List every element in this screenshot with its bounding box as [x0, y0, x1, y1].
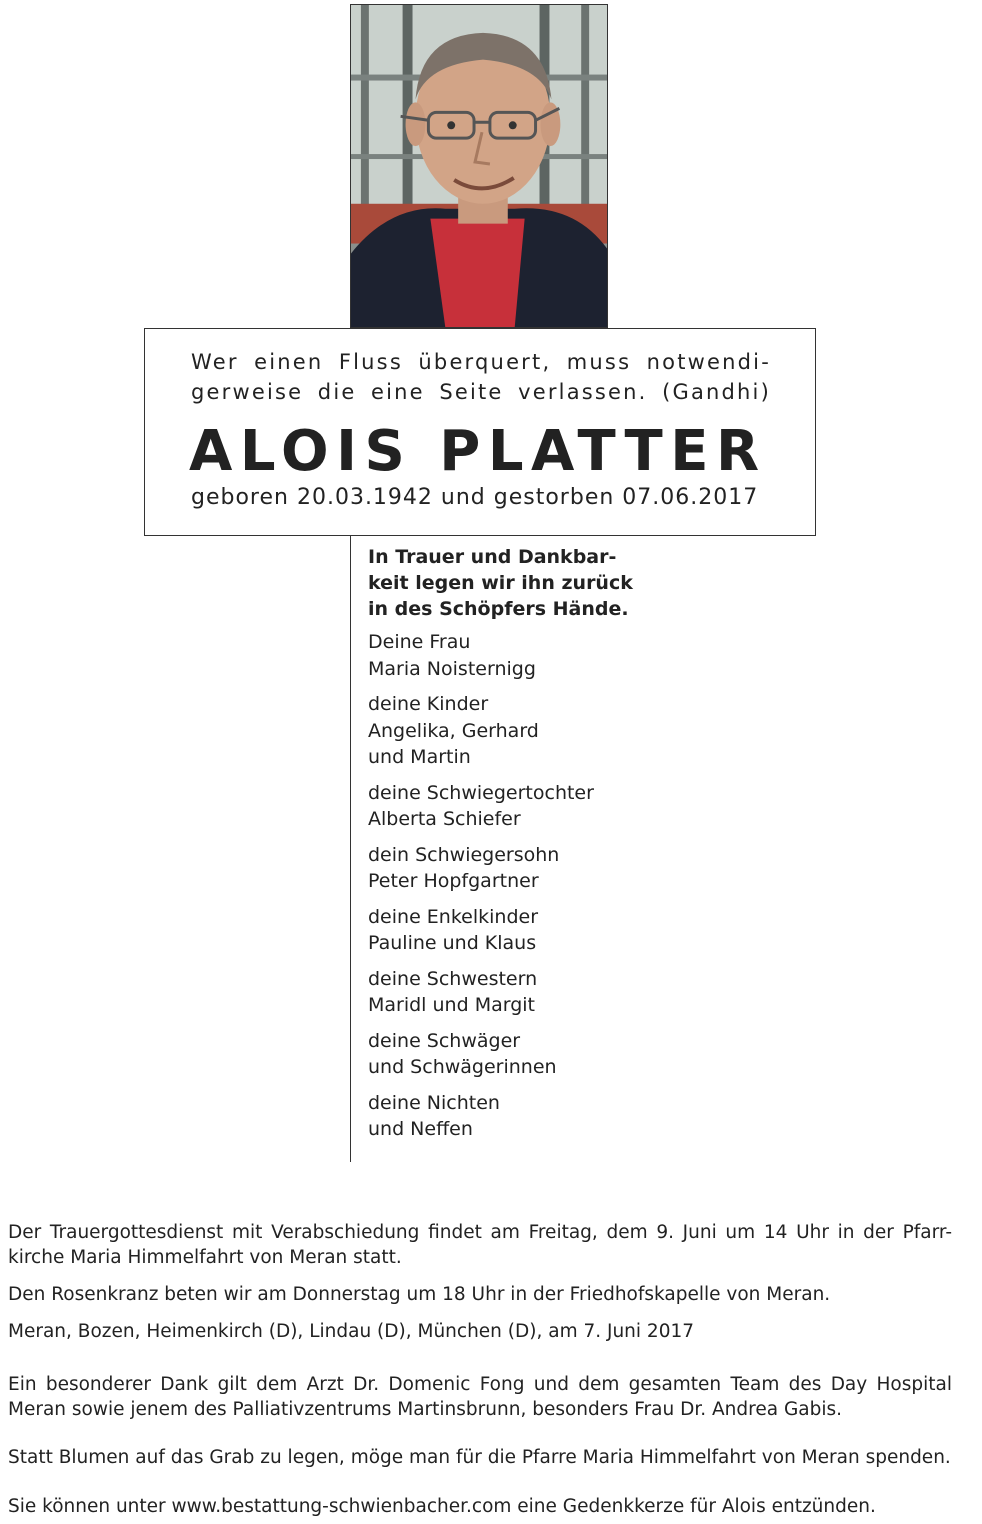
thanks-line-1: Ein besonderer Dank gilt dem Arzt Dr. Domenic Fong und dem gesamten Team des Day Hospital — [8, 1374, 952, 1395]
portrait-illustration — [351, 5, 607, 327]
mourners-list — [368, 544, 633, 1152]
mourner-names: und Neffen — [368, 1118, 473, 1140]
intro-line: In Trauer und Dankbar- — [368, 546, 617, 568]
mourner-group-daughter-in-law — [368, 780, 618, 833]
quote-line-1: Wer einen Fluss überquert, muss notwendi- — [191, 350, 771, 374]
intro-line: in des Schöpfers Hände. — [368, 598, 629, 620]
rosary-info: Den Rosenkranz beten wir am Donnerstag um 18 Uhr in der Friedhofskapelle von Meran. — [8, 1284, 831, 1305]
mourner-relation: Deine Frau — [368, 631, 471, 653]
mourner-names: und Schwägerinnen — [368, 1056, 557, 1078]
mourner-names: Maridl und Margit — [368, 994, 535, 1016]
mourner-group-children — [368, 691, 618, 771]
mourning-intro — [368, 544, 633, 622]
places-and-date: Meran, Bozen, Heimenkirch (D), Lindau (D), München (D), am 7. Juni 2017 — [8, 1321, 695, 1342]
mourner-relation: deine Enkelkinder — [368, 905, 539, 928]
portrait-photo — [350, 4, 608, 328]
thanks-line-2: Meran sowie jenem des Palliativzentrums Martinsbrunn, besonders Frau Dr. Andrea Gabis. — [8, 1399, 843, 1420]
mourner-relation: deine Nichten — [368, 1091, 500, 1114]
mourner-names: Maria Noisternigg — [368, 657, 536, 680]
service-info-line-2: kirche Maria Himmelfahrt von Meran statt. — [8, 1247, 402, 1268]
mourner-group-wife — [368, 629, 618, 682]
service-info-line-1: Der Trauergottesdienst mit Verabschiedung findet am Freitag, dem 9. Juni um 14 Uhr in der Pfarr- — [8, 1222, 952, 1243]
life-dates: geboren 20.03.1942 und gestorben 07.06.2017 — [191, 485, 759, 510]
flowers-donation-note: Statt Blumen auf das Grab zu legen, möge man für die Pfarre Maria Himmelfahrt von Meran spenden. — [8, 1447, 951, 1468]
mourner-group-nieces-nephews — [368, 1090, 618, 1143]
intro-line: keit legen wir ihn zurück — [368, 572, 633, 594]
mourner-names: Alberta Schiefer — [368, 808, 521, 830]
memorial-cross-bar — [144, 328, 816, 536]
quote-line-2: gerweise die eine Seite verlassen. (Gandhi) — [191, 380, 771, 404]
mourner-relation: dein Schwiegersohn — [368, 843, 560, 866]
mourner-group-son-in-law — [368, 842, 618, 895]
mourner-relation: deine Schwestern — [368, 967, 538, 990]
mourner-group-grandchildren — [368, 904, 618, 957]
mourner-names: Peter Hopfgartner — [368, 870, 539, 892]
mourner-relation: deine Kinder — [368, 693, 489, 715]
funeral-notice — [8, 1220, 952, 1519]
cross-stem-line — [350, 536, 351, 1162]
mourner-names: Angelika, Gerhard — [368, 719, 539, 742]
mourner-names: und Martin — [368, 746, 471, 768]
mourner-relation: deine Schwäger — [368, 1029, 521, 1052]
mourner-group-sisters — [368, 966, 618, 1019]
deceased-name: ALOIS PLATTER — [189, 419, 767, 484]
mourner-group-siblings-in-law — [368, 1028, 618, 1081]
mourner-relation: deine Schwiegertochter — [368, 781, 594, 804]
gandhi-quote — [191, 347, 771, 407]
mourner-names: Pauline und Klaus — [368, 932, 537, 954]
memorial-candle-note: Sie können unter www.bestattung-schwienbacher.com eine Gedenkkerze für Alois entzünden. — [8, 1496, 876, 1517]
